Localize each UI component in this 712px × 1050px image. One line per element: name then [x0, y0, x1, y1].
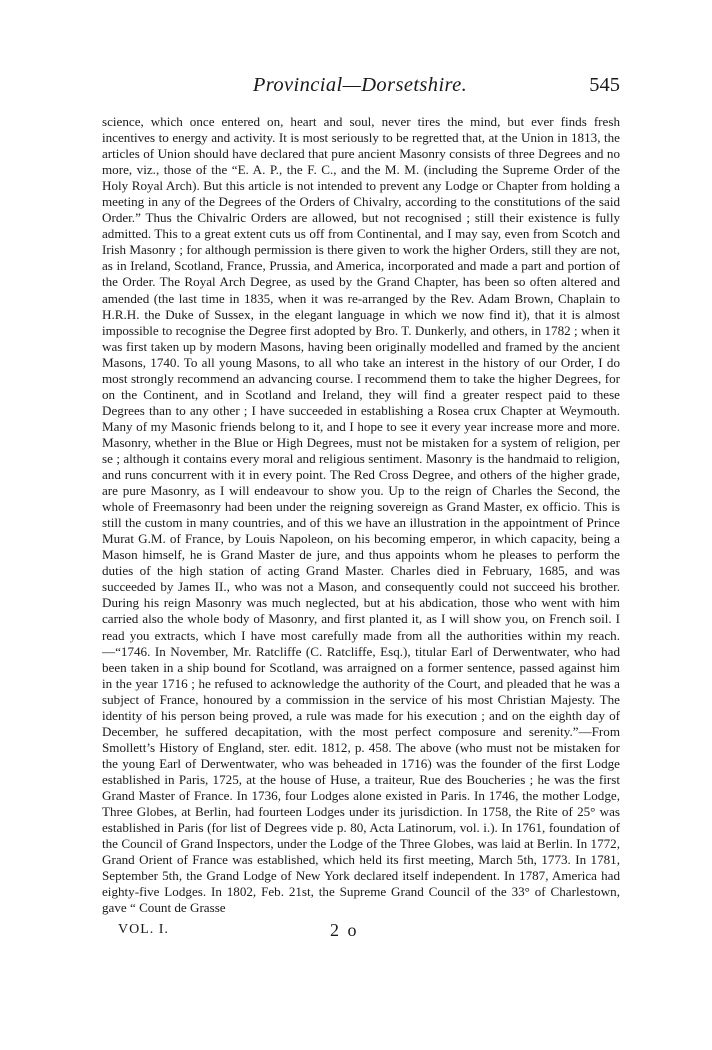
body-text: [102, 114, 620, 916]
volume-label: VOL. I.: [118, 922, 169, 937]
signature-mark: 2 o: [330, 920, 359, 940]
page-number: 545: [589, 74, 620, 96]
page-footer: [118, 920, 418, 942]
running-head: [100, 74, 620, 102]
running-title: Provincial—Dorsetshire.: [252, 74, 468, 96]
body-paragraph: science, which once entered on, heart and soul, never tires the mind, but ever finds fresh incentives to energy and activity. It is most seriously to be regretted that, at the Union in 1813, the articles of Union should have declared that pure ancient Masonry consists of three Degrees and no more, viz., those of the “E. A. P., the F. C., and the M. M. (including the Supreme Order of the Holy Royal Arch). But this article is not intended to prevent any Lodge or Chapter from holding a meeting in any of the Degrees of the Orders of Chivalry, according to the constitutions of the said Order.” Thus the Chivalric Orders are allowed, but not recognised ; still their existence is fully admitted. This to a great extent cuts us off from Continental, and I may say, even from Scotch and Irish Masonry ; for although permission is there given to work the higher Orders, still they are not, as in Ireland, Scotland, France, Prussia, and America, incorporated and made a part and portion of the Order. The Royal Arch Degree, as used by the Grand Chapter, has been so often altered and amended (the last time in 1835, when it was re-arranged by the Rev. Adam Brown, Chaplain to H.R.H. the Duke of Sussex, in the elegant language in which we now find it), that it is almost impossible to recognise the Degree first adopted by Bro. T. Dunkerly, and others, in 1782 ; when it was first taken up by modern Masons, having been originally modelled and framed by the ancient Masons, 1740. To all young Masons, to all who take an interest in the history of our Order, I do most strongly recommend an advancing course. I recommend them to take the higher Degrees, for on the Continent, and in Scotland and Ireland, they will find a greater respect paid to these Degrees than to any other ; I have succeeded in establishing a Rosea crux Chapter at Weymouth. Many of my Masonic friends belong to it, and I hope to see it every year increase more and more. Masonry, whether in the Blue or High Degrees, must not be mistaken for a system of religion, per se ; although it contains every moral and religious sentiment. Masonry is the handmaid to religion, and runs concurrent with it in every point. The Red Cross Degree, and others of the higher grade, are pure Masonry, as I will endeavour to show you. Up to the reign of Charles the Second, the whole of Freemasonry had been under the reigning sovereign as Grand Master, ex officio. This is still the custom in many countries, and of this we have an illustration in the appointment of Prince Murat G.M. of France, by Louis Napoleon, on his becoming emperor, in which capacity, being a Mason himself, he is Grand Master de jure, and thus appoints whom he pleases to perform the duties of the high station of acting Grand Master. Charles died in February, 1685, and was succeeded by James II., who was not a Mason, and consequently could not succeed his brother. During his reign Masonry was much neglected, but at his abdication, those who went with him carried also the whole body of Masonry, and first planted it, as I will show you, on French soil. I read you extracts, which I have most carefully made from all the authorities within my reach.—“1746. In November, Mr. Ratcliffe (C. Ratcliffe, Esq.), titular Earl of Derwentwater, who had been taken in a ship bound for Scotland, was arraigned on a former sentence, passed against him in the year 1716 ; he refused to acknowledge the authority of the Court, and pleaded that he was a subject of France, honoured by a commission in the service of his most Christian Majesty. The identity of his person being proved, a rule was made for his execution ; and on the eighth day of December, he suffered decapitation, with the most perfect composure and serenity.”—From Smollett’s History of England, ster. edit. 1812, p. 458. The above (who must not be mistaken for the young Earl of Derwentwater, who was beheaded in 1716) was the founder of the first Lodge established in Paris, 1725, at the house of Huse, a traiteur, Rue des Boucheries ; he was the first Grand Master of France. In 1736, four Lodges alone existed in Paris. In 1746, the mother Lodge, Three Globes, at Berlin, had fourteen Lodges under its jurisdiction. In 1758, the Rite of 25° was established in Paris (for list of Degrees vide p. 80, Acta Latinorum, vol. i.). In 1761, foundation of the Council of Grand Inspectors, under the Lodge of the Three Globes, was laid at Berlin. In 1772, Grand Orient of France was established, which held its first meeting, March 5th, 1773. In 1781, September 5th, the Grand Lodge of New York declared itself independent. In 1787, America had eighty-five Lodges. In 1802, Feb. 21st, the Supreme Grand Council of the 33° of Charlestown, gave “ Count de Grasse: [102, 114, 620, 916]
